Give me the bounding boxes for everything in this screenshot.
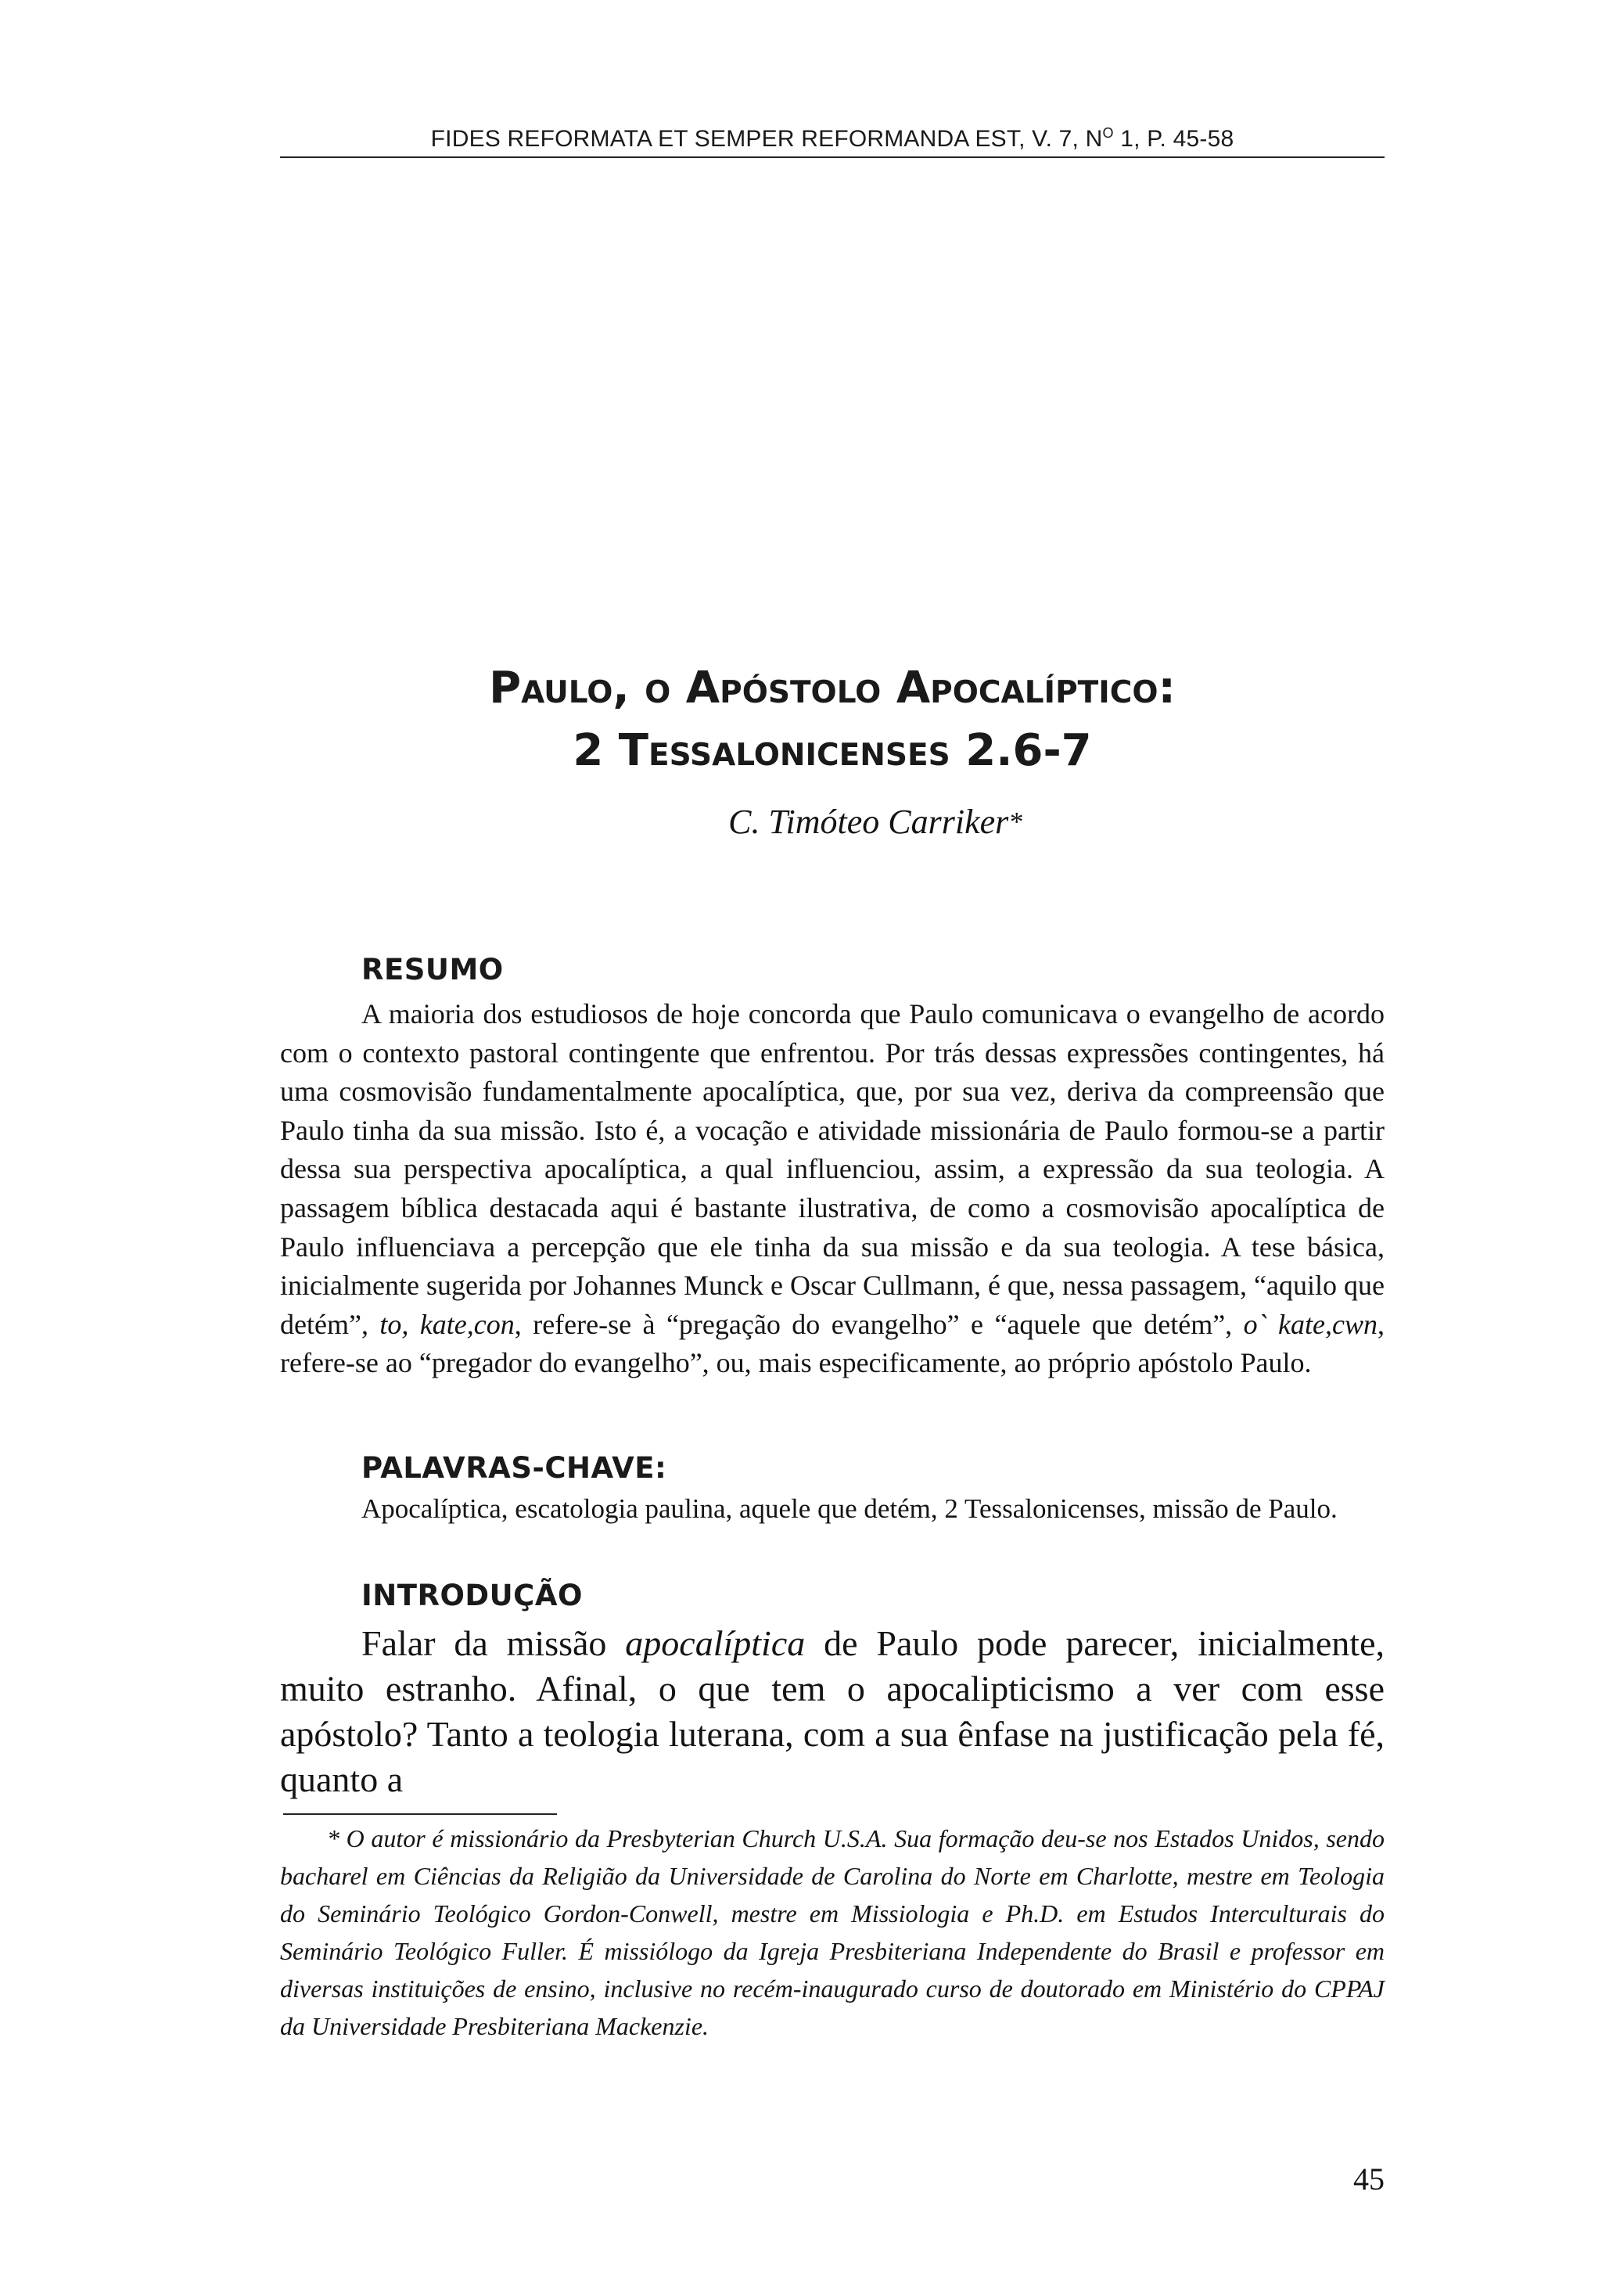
running-head-numero-sup: O — [1102, 125, 1114, 141]
footnote-divider — [283, 1813, 557, 1815]
article-title — [280, 657, 1385, 782]
running-head-suffix: 1, P. 45-58 — [1113, 126, 1234, 152]
author-footnote-mark: * — [1008, 807, 1022, 837]
running-head — [280, 117, 1385, 158]
abstract-greek-1: to, kate,con — [379, 1308, 515, 1340]
title-line-1: Paulo, o Apóstolo Apocalíptico: — [489, 663, 1176, 713]
introduction-body — [280, 1621, 1385, 1802]
abstract-body — [280, 995, 1385, 1383]
author-footnote: * O autor é missionário da Presbyterian Church U.S.A. Sua formação deu-se nos Estados Unidos, sendo bacharel em Ciências da Religião da Universidade de Carolina do Norte em Charlotte, mestre em Teologia do Seminário Teológico Gordon-Conwell, mestre em Missiologia e Ph.D. em Estudos Interculturais do Seminário Teológico Fuller. É missiólogo da Igreja Presbiteriana Independente do Brasil e professor em diversas instituições de ensino, inclusive no recém-inaugurado curso de doutorado em Ministério do CPPAJ da Universidade Presbiteriana Mackenzie. — [280, 1824, 1385, 2040]
running-head-prefix: FIDES REFORMATA ET SEMPER REFORMANDA EST, V. 7, N — [430, 126, 1103, 152]
abstract-text-c: , refere-se ao “pregador do evangelho”, ou, mais especificamente, ao próprio apóstolo Paulo. — [280, 1308, 1385, 1379]
page-number: 45 — [1353, 2161, 1385, 2197]
author-name: C. Timóteo Carriker — [728, 803, 1009, 841]
abstract-heading: RESUMO — [361, 953, 504, 986]
keywords-text: Apocalíptica, escatologia paulina, aquele que detém, 2 Tessalonicenses, missão de Paulo. — [361, 1493, 1338, 1524]
abstract-text-a: A maioria dos estudiosos de hoje concorda que Paulo comunicava o evangelho de acordo com o contexto pastoral contingente que enfrentou. Por trás dessas expressões contingentes, há uma cosmovisão fundamentalmente apocalíptica, que, por sua vez, deriva da compreensão que Paulo tinha da sua missão. Isto é, a vocação e atividade missionária de Paulo formou-se a partir dessa sua perspectiva apocalíptica, a qual influenciou, assim, a expressão da sua teologia. A passagem bíblica destacada aqui é bastante ilustrativa, de como a cosmovisão apocalíptica de Paulo influenciava a percepção que ele tinha da sua missão e da sua teologia. A tese básica, inicialmente sugerida por Johannes Munck e Oscar Cullmann, é que, nessa passagem, “aquilo que detém”, — [280, 998, 1385, 1340]
abstract-greek-2: o` kate,cwn — [1243, 1308, 1378, 1340]
intro-text-b: de Paulo pode parecer, inicialmente, muito estranho. Afinal, o que tem o apocalipticismo a ver com esse apóstolo? Tanto a teologia luterana, com a sua ênfase na justificação pela fé, quanto a — [280, 1623, 1385, 1799]
keywords-heading: PALAVRAS-CHAVE: — [361, 1451, 667, 1485]
intro-emphasis: apocalíptica — [625, 1623, 806, 1663]
author-line — [280, 800, 1385, 844]
introduction-heading: INTRODUÇÃO — [361, 1579, 583, 1612]
intro-text-a: Falar da missão — [361, 1623, 626, 1663]
abstract-text-b: , refere-se à “pregação do evangelho” e “aquele que detém”, — [514, 1308, 1244, 1340]
title-line-2: 2 Tessalonicenses 2.6-7 — [573, 725, 1092, 776]
